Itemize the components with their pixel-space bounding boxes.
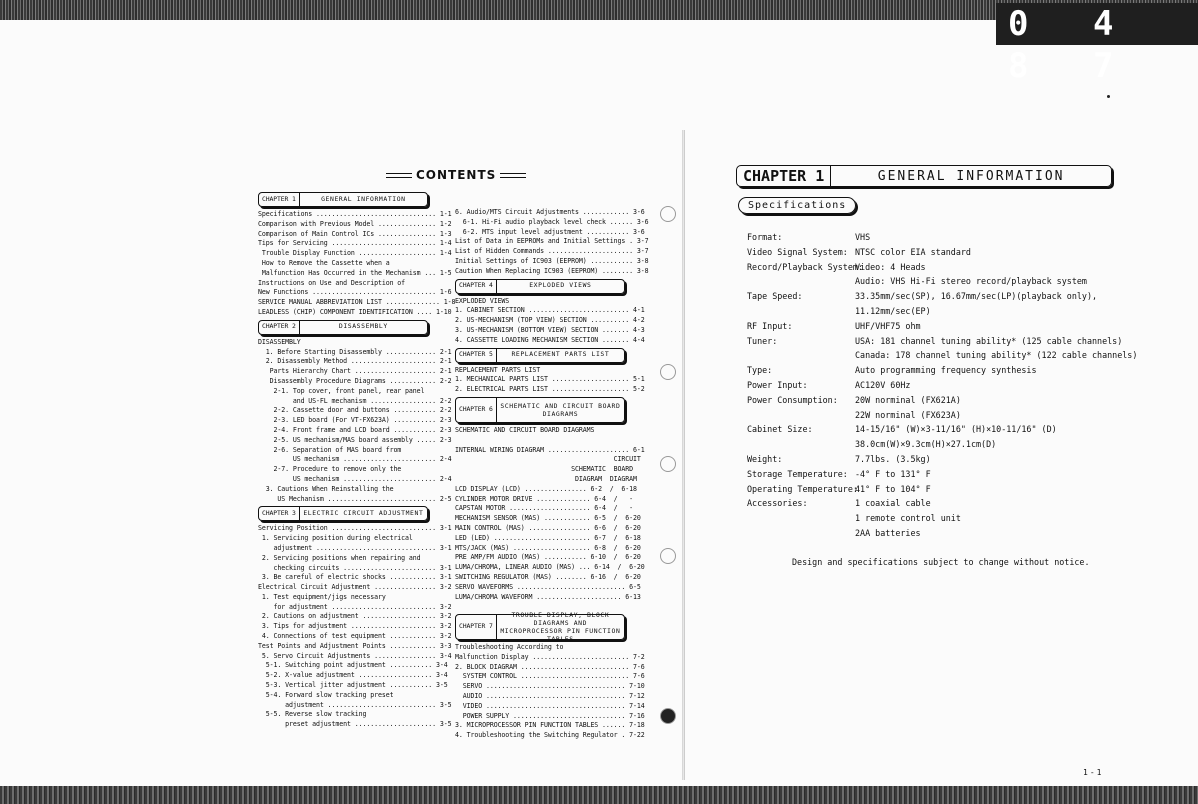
spec-value: Canada: 178 channel tuning ability* (122 cable channels) [855, 350, 1138, 361]
specifications-table [747, 230, 1137, 541]
toc-entry: 6. Audio/MTS Circuit Adjustments ............ 3-6 [455, 208, 645, 216]
footer-page-number: 1-1 [1083, 768, 1104, 777]
binder-hole [660, 206, 676, 222]
toc-entry: 1. CABINET SECTION .......................... 4-1 [455, 306, 645, 315]
toc-entry: adjustment ............................... 3-1 [258, 543, 452, 552]
spec-row [747, 274, 1137, 289]
chapter-heading-title: EXPLODED VIEWS [529, 281, 592, 290]
toc-entry: AUDIO .................................... 7-12 [455, 692, 645, 701]
chapter-heading-title-line: TROUBLE DISPLAY, BLOCK DIAGRAMS AND [511, 611, 610, 628]
toc-entry: EXPLODED VIEWS [455, 296, 510, 305]
toc-entry: POWER SUPPLY ............................. 7-16 [455, 711, 645, 720]
spec-key [747, 274, 855, 289]
toc-entry: 2-2. Cassette door and buttons ........... 2-2 [258, 406, 452, 415]
toc-entry: SCHEMATIC BOARD [455, 465, 634, 474]
toc-entry: New Functions ................................ 1-6 [258, 288, 452, 297]
chapter-heading-title-line: MICROPROCESSOR PIN FUNCTION TABLES [500, 627, 621, 644]
chapter-heading-box [258, 320, 428, 335]
spec-row [747, 260, 1137, 275]
chapter-heading-title-line: DIAGRAMS [542, 409, 579, 418]
toc-entry: 3. Be careful of electric shocks ............ 3-1 [258, 573, 452, 582]
chapter-title: GENERAL INFORMATION [877, 168, 1065, 184]
spec-row [747, 393, 1137, 408]
toc-entry: Parts Hierarchy Chart ..................... 2-1 [258, 367, 452, 376]
contents-title [382, 168, 530, 182]
toc-entry: Servicing Position ........................... 3-1 [258, 524, 452, 533]
toc-entry: Initial Settings of IC903 (EEPROM) ........... 3-8 [455, 256, 649, 265]
toc-entry: 6-2. MTS input level adjustment ........... 3-6 [455, 227, 645, 236]
spec-key: Cabinet Size: [747, 424, 813, 435]
spec-key: Tuner: [747, 335, 778, 346]
spec-value: 11.12mm/sec(EP) [855, 305, 931, 316]
spec-key: Weight: [747, 453, 783, 464]
toc-entry: LUMA/CHROMA, LINEAR AUDIO (MAS) ... 6-14 / 6-20 [455, 563, 645, 572]
chapter-heading-label: CHAPTER 6 [456, 398, 497, 422]
chapter-heading-title: ELECTRIC CIRCUIT ADJUSTMENT [303, 508, 424, 517]
toc-entry: Comparison with Previous Model ............... 1-2 [258, 219, 452, 228]
toc-entry: 5-1. Switching point adjustment ........... 3-4 [258, 661, 448, 670]
toc-entry: 5-3. Vertical jitter adjustment ........... 3-5 [258, 681, 448, 690]
toc-entry: and US-FL mechanism ................. 2-2 [258, 396, 452, 405]
chapter-heading-title: REPLACEMENT PARTS LIST [511, 350, 610, 359]
chapter-heading-box [455, 348, 625, 363]
toc-entry: Instructions on Use and Description of [258, 278, 406, 287]
spec-key: Video Signal System: [747, 246, 848, 257]
speck [1107, 95, 1110, 98]
toc-entry: 3. US-MECHANISM (BOTTOM VIEW) SECTION ....... 4-3 [455, 325, 645, 334]
toc-entry: DIAGRAM DIAGRAM [455, 474, 637, 483]
toc-entry: CAPSTAN MOTOR ..................... 6-4 / - [455, 504, 634, 513]
spec-row [747, 334, 1137, 349]
spec-row [747, 408, 1137, 423]
spec-value: 22W norminal (FX623A) [855, 409, 961, 420]
contents-title-text: CONTENTS [416, 168, 497, 182]
spec-value: Auto programming frequency synthesis [855, 365, 1037, 376]
toc-entry: 2. Servicing positions when repairing and [258, 553, 421, 562]
spec-row [747, 378, 1137, 393]
toc-entry: 2-7. Procedure to remove only the [258, 465, 402, 474]
toc-entry: 5-2. X-value adjustment ................... 3-4 [258, 671, 448, 680]
toc-entry: Tips for Servicing ........................... 1-4 [258, 239, 452, 248]
chapter-heading-label: CHAPTER 4 [456, 280, 497, 293]
toc-entry: SCHEMATIC AND CIRCUIT BOARD DIAGRAMS [455, 425, 595, 434]
toc-entry: INTERNAL WIRING DIAGRAM ..................... 6-1 [455, 445, 645, 454]
toc-entry: List of Hidden Commands ...................... 3-7 [455, 247, 649, 256]
toc-entry: Malfunction Has Occurred in the Mechanism ... 1-5 [258, 268, 452, 277]
toc-entry: REPLACEMENT PARTS LIST [455, 365, 541, 374]
spec-row [747, 422, 1137, 437]
toc-entry: 2. US-MECHANISM (TOP VIEW) SECTION .......... 4-2 [455, 316, 645, 325]
spec-value: 1 remote control unit [855, 513, 961, 524]
toc-entry: MAIN CONTROL (MAS) ................ 6-6 / 6-20 [455, 523, 641, 532]
toc-entry: CYLINDER MOTOR DRIVE .............. 6-4 / - [455, 494, 634, 503]
spec-value: Audio: VHS Hi-Fi stereo record/playback system [855, 276, 1087, 287]
spec-value: USA: 181 channel tuning ability* (125 cable channels) [855, 335, 1123, 346]
spec-row [747, 482, 1137, 497]
spec-row [747, 363, 1137, 378]
toc-entry: 2. ELECTRICAL PARTS LIST .................... 5-2 [455, 385, 645, 394]
spec-key: Accessories: [747, 498, 808, 509]
toc-entry: 2-5. US mechanism/MAS board assembly ..... 2-3 [258, 435, 452, 444]
binding-spine [682, 130, 685, 780]
contents-column-2 [455, 208, 649, 741]
spec-key: Record/Playback System: [747, 261, 863, 272]
binder-hole [660, 548, 676, 564]
toc-entry: DISASSEMBLY [258, 337, 301, 346]
toc-entry: 2. BLOCK DIAGRAM ............................ 7-6 [455, 662, 645, 671]
spec-value: NTSC color EIA standard [855, 246, 971, 257]
chapter-heading-label: CHAPTER 2 [259, 321, 300, 334]
spec-value: AC120V 60Hz [855, 379, 911, 390]
spec-row [747, 348, 1137, 363]
toc-entry: Comparison of Main Control ICs ............... 1-3 [258, 229, 452, 238]
spec-row [747, 496, 1137, 511]
toc-entry: for adjustment ........................... 3-2 [258, 602, 452, 611]
toc-entry: Electrical Circuit Adjustment ................ 3-2 [258, 583, 452, 592]
spec-row [747, 526, 1137, 541]
toc-entry: Troubleshooting According to [455, 643, 564, 652]
specifications-heading: Specifications [738, 197, 856, 214]
binder-hole [660, 364, 676, 380]
toc-entry: adjustment ............................ 3-5 [258, 700, 452, 709]
spec-key [747, 408, 855, 423]
toc-entry: How to Remove the Cassette when a [258, 258, 390, 267]
spec-key: Storage Temperature: [747, 468, 848, 479]
spec-key: Format: [747, 232, 783, 242]
spec-row [747, 245, 1137, 260]
toc-entry [455, 436, 635, 446]
toc-entry: SWITCHING REGULATOR (MAS) ........ 6-16 / 6-20 [455, 572, 641, 581]
chapter-heading-title: GENERAL INFORMATION [321, 194, 406, 203]
chapter-heading-label: CHAPTER 5 [456, 349, 497, 362]
toc-entry: 4. CASSETTE LOADING MECHANISM SECTION ....... 4-4 [455, 335, 645, 344]
spec-value: 7.7lbs. (3.5kg) [855, 453, 931, 464]
toc-entry: 6-1. Hi-Fi audio playback level check ...... 3-6 [455, 217, 649, 226]
toc-entry: MTS/JACK (MAS) .................... 6-8 / 6-20 [455, 543, 641, 552]
spec-value: 14-15/16" (W)×3-11/16" (H)×10-11/16" (D) [855, 424, 1057, 435]
toc-entry: 1. Servicing position during electrical [258, 534, 413, 543]
chapter-label: CHAPTER 1 [737, 166, 831, 186]
spec-row [747, 467, 1137, 482]
spec-row [747, 452, 1137, 467]
toc-entry: 2-3. LED board (For VT-FX623A) ........... 2-3 [258, 416, 452, 425]
spec-key: Type: [747, 365, 773, 376]
toc-entry: 3. Cautions When Reinstalling the [258, 484, 394, 493]
toc-entry: LCD DISPLAY (LCD) ................ 6-2 / 6-18 [455, 484, 637, 493]
spec-value: 38.0cm(W)×9.3cm(H)×27.1cm(D) [855, 439, 997, 450]
toc-entry: checking circuits ........................ 3-1 [258, 563, 452, 572]
binder-hole [660, 456, 676, 472]
toc-entry: SERVO .................................... 7-10 [455, 682, 645, 691]
spec-row [747, 437, 1137, 452]
spec-key [747, 304, 855, 319]
toc-entry: MECHANISM SENSOR (MAS) ............ 6-5 / 6-20 [455, 514, 641, 523]
chapter-heading-title [497, 402, 624, 418]
chapter-heading-box [455, 279, 625, 294]
spec-value: UHF/VHF75 ohm [855, 320, 921, 331]
spec-value: 33.35mm/sec(SP), 16.67mm/sec(LP)(playback only), [855, 291, 1098, 302]
chapter-heading-box [455, 611, 625, 644]
toc-entry: Specifications ............................... 1-1 [258, 210, 452, 218]
chapter-heading-box [258, 192, 428, 207]
toc-entry: SERVICE MANUAL ABBREVIATION LIST .............. 1-8 [258, 298, 456, 307]
contents-column-1 [258, 190, 456, 730]
spec-row [747, 304, 1137, 319]
spec-key: Operating Temperature: [747, 483, 858, 494]
toc-entry: 5-5. Reverse slow tracking [258, 710, 367, 719]
spec-row [747, 319, 1137, 334]
spec-key: Power Consumption: [747, 394, 838, 405]
toc-entry: 1. Test equipment/jigs necessary [258, 592, 386, 601]
toc-entry: PRE AMP/FM AUDIO (MAS) ........... 6-10 / 6-20 [455, 553, 641, 562]
spec-row [747, 289, 1137, 304]
chapter-heading-label: CHAPTER 7 [456, 615, 497, 639]
toc-entry: LED (LED) ......................... 6-7 / 6-18 [455, 533, 641, 542]
toc-entry: 5-4. Forward slow tracking preset [258, 690, 394, 699]
toc-entry: Caution When Replacing IC903 (EEPROM) ........ 3-8 [455, 266, 649, 275]
spec-value: 41° F to 104° F [855, 483, 931, 494]
spec-value: -4° F to 131° F [855, 468, 931, 479]
toc-entry: 3. MICROPROCESSOR PIN FUNCTION TABLES ...... 7-18 [455, 721, 645, 730]
spec-value: 1 coaxial cable [855, 498, 931, 509]
toc-entry: CIRCUIT [455, 455, 641, 464]
scan-bottom-edge [0, 786, 1198, 804]
notice-text: Design and specifications subject to change without notice. [792, 557, 1090, 567]
spec-row [747, 230, 1137, 245]
toc-entry: 2. Disassembly Method ...................... 2-1 [258, 357, 452, 366]
toc-entry: Test Points and Adjustment Points ............ 3-3 [258, 641, 452, 650]
toc-entry: 3. Tips for adjustment ...................... 3-2 [258, 622, 452, 631]
chapter-heading-label: CHAPTER 1 [259, 193, 300, 206]
spec-row [747, 511, 1137, 526]
toc-entry: SERVO WAVEFORMS ............................ 6-5 [455, 582, 641, 591]
toc-entry: 5. Servo Circuit Adjustments ................ 3-4 [258, 651, 452, 660]
toc-entry: 4. Troubleshooting the Switching Regulator . 7-22 [455, 731, 645, 740]
page-number-tab: 0 4 8 7 [996, 3, 1198, 45]
chapter-heading-title [497, 611, 624, 643]
toc-entry: 2-6. Separation of MAS board from [258, 445, 402, 454]
spec-value: 2AA batteries [855, 527, 921, 538]
toc-entry: US mechanism ........................ 2-4 [258, 474, 452, 483]
toc-entry: preset adjustment ..................... 3-5 [258, 720, 452, 729]
spec-value: 20W norminal (FX621A) [855, 394, 961, 405]
binder-hole [660, 708, 676, 724]
spec-key [747, 437, 855, 452]
chapter-heading-box [455, 397, 625, 423]
chapter-1-header [736, 165, 1112, 187]
toc-entry: Trouble Display Function .................... 1-4 [258, 249, 452, 258]
spec-key: RF Input: [747, 320, 793, 331]
spec-key: Power Input: [747, 379, 808, 390]
toc-entry: LUMA/CHROMA WAVEFORM ...................... 6-13 [455, 592, 641, 601]
toc-entry: US mechanism ........................ 2-4 [258, 455, 452, 464]
spec-value: Video: 4 Heads [855, 261, 926, 272]
toc-entry: LEADLESS (CHIP) COMPONENT IDENTIFICATION .... 1-10 [258, 307, 452, 316]
toc-entry: Malfunction Display ......................... 7-2 [455, 652, 645, 661]
spec-value: VHS [855, 232, 871, 242]
chapter-heading-label: CHAPTER 3 [259, 507, 300, 520]
toc-entry: 1. Before Starting Disassembly ............. 2-1 [258, 347, 452, 356]
spec-key [747, 526, 855, 541]
toc-entry: 2-4. Front frame and LCD board ........... 2-3 [258, 425, 452, 434]
spec-key [747, 348, 855, 363]
spec-key [747, 511, 855, 526]
chapter-heading-title-line: SCHEMATIC AND CIRCUIT BOARD [500, 401, 621, 410]
toc-entry: US Mechanism ............................ 2-5 [258, 494, 452, 503]
toc-entry: SYSTEM CONTROL ............................ 7-6 [455, 672, 645, 681]
toc-entry: 4. Connections of test equipment ............ 3-2 [258, 632, 452, 641]
toc-entry: 2. Cautions on adjustment ................... 3-2 [258, 612, 452, 621]
toc-entry: VIDEO .................................... 7-14 [455, 701, 645, 710]
chapter-heading-box [258, 506, 428, 521]
toc-entry: 1. MECHANICAL PARTS LIST .................... 5-1 [455, 375, 645, 384]
chapter-heading-title: DISASSEMBLY [338, 322, 388, 331]
toc-entry: List of Data in EEPROMs and Initial Settings . 3-7 [455, 237, 649, 246]
spec-key: Tape Speed: [747, 291, 803, 302]
toc-entry: 2-1. Top cover, front panel, rear panel [258, 386, 425, 395]
toc-entry: Disassembly Procedure Diagrams ............ 2-2 [258, 376, 452, 385]
